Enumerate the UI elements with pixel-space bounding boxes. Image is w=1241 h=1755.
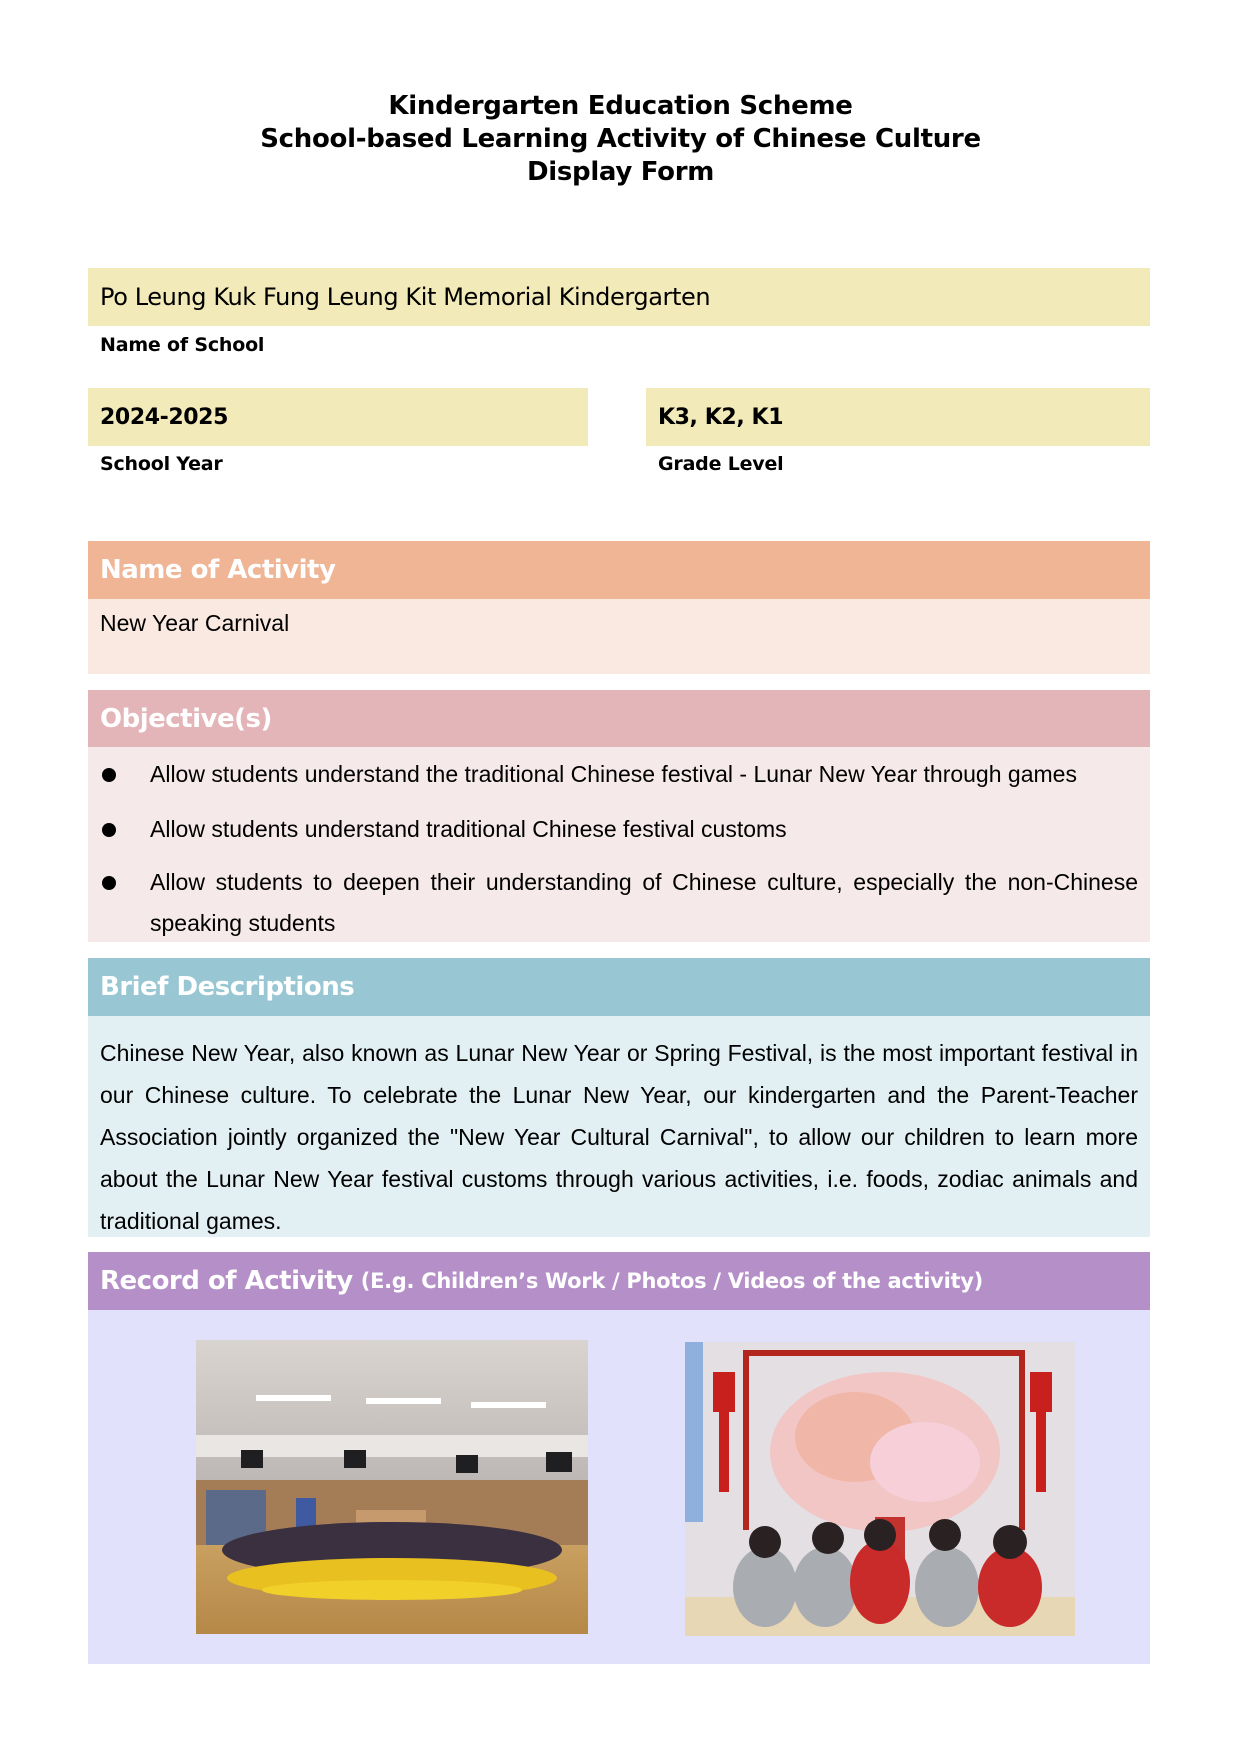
objective-item [88,754,1150,795]
objective-text: Allow students to deepen their understanding of Chinese culture, especially the non-Chinese speaking students [150,869,1138,936]
hall-group-photo [196,1340,588,1634]
bullet-icon [102,768,116,782]
objectives-body [88,747,1150,942]
activity-name-header [88,541,1150,599]
school-year-value: 2024-2025 [100,404,228,430]
school-name-label: Name of School [100,334,265,356]
record-heading: Record of Activity [100,1266,353,1296]
description-heading: Brief Descriptions [100,972,355,1002]
grade-level-field [646,388,1150,446]
bullet-icon [102,823,116,837]
objectives-header [88,690,1150,748]
title-line-form: Display Form [526,157,715,187]
objective-text: Allow students understand the traditional Chinese festival - Lunar New Year through games [150,761,1077,787]
objectives-heading: Objective(s) [100,704,272,734]
school-name-field [88,268,1150,326]
activity-name-value: New Year Carnival [100,610,290,636]
objective-text: Allow students understand traditional Chinese festival customs [150,816,787,842]
activity-name-body [88,599,1150,674]
title-line-activity: School-based Learning Activity of Chinese Culture [260,124,981,154]
title-line-scheme: Kindergarten Education Scheme [388,91,853,121]
bullet-icon [102,876,116,890]
blossom-photo-image [685,1342,1075,1636]
grade-level-label: Grade Level [658,453,784,475]
description-text: Chinese New Year, also known as Lunar New Year or Spring Festival, is the most important festival in our Chinese culture. To celebrate the Lunar New Year, our kindergarten and the Parent-Teacher Association jointly organized the "New Year Cultural Carnival", to allow our children to learn more about the Lunar New Year festival customs through various activities, i.e. foods, zodiac animals and traditional games. [100,1040,1138,1234]
school-year-field [88,388,588,446]
form-title [0,90,1241,189]
record-subheading: (E.g. Children’s Work / Photos / Videos of the activity) [360,1269,983,1293]
hall-photo-image [196,1340,588,1634]
objective-item [88,809,1150,850]
objective-item [88,862,1150,944]
activity-name-heading: Name of Activity [100,555,336,585]
description-header [88,958,1150,1016]
objectives-list [88,747,1150,944]
blossom-tree-photo [685,1342,1075,1636]
record-header [88,1252,1150,1310]
school-year-label: School Year [100,453,223,475]
description-body [88,1016,1150,1237]
grade-level-value: K3, K2, K1 [658,404,784,430]
school-name-value: Po Leung Kuk Fung Leung Kit Memorial Kindergarten [100,283,711,311]
